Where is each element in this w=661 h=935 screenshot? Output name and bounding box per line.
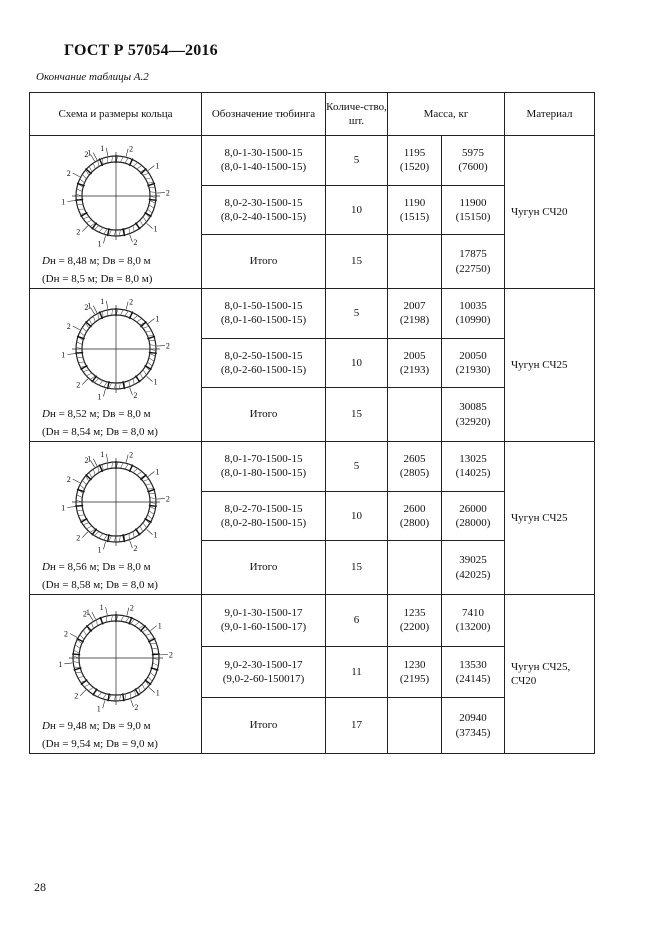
line-2: (28000) bbox=[455, 516, 491, 529]
ring-callout-label: 1 bbox=[96, 704, 101, 714]
ring-callout-label: 2 bbox=[165, 494, 170, 504]
ring-callout-label: 2 bbox=[75, 533, 80, 543]
ring-callout-label: 2 bbox=[82, 609, 87, 619]
line-1: 39025 bbox=[459, 554, 487, 567]
designation-cell bbox=[202, 442, 326, 492]
designation-cell bbox=[202, 595, 326, 647]
unit-mass-cell bbox=[388, 442, 442, 492]
designation-cell bbox=[202, 491, 326, 541]
total-mass-cell bbox=[442, 442, 505, 492]
line-1: 8,0-2-50-1500-15 bbox=[224, 349, 303, 362]
ring-callout-label: 1 bbox=[86, 454, 91, 464]
line-1: 20050 bbox=[459, 349, 487, 362]
line-2: (8,0-2-80-1500-15) bbox=[220, 516, 307, 529]
header-designation: Обозначение тюбинга bbox=[202, 93, 326, 136]
total-quantity: 15 bbox=[326, 235, 388, 289]
ring-callout-label: 1 bbox=[85, 607, 90, 617]
ring-dimensions bbox=[30, 405, 201, 441]
unit-mass-cell bbox=[388, 289, 442, 339]
quantity-cell: 5 bbox=[326, 442, 388, 492]
line-2: (2193) bbox=[399, 363, 430, 376]
ring-callout-label: 1 bbox=[154, 161, 159, 171]
quantity-cell: 5 bbox=[326, 136, 388, 186]
ring-callout-label: 2 bbox=[83, 150, 88, 160]
dimension-text: н = 8,56 м; Dв = 8,0 м bbox=[49, 561, 151, 573]
diameter-symbol: D bbox=[42, 255, 50, 267]
unit-mass-cell bbox=[388, 595, 442, 647]
line-1: 13025 bbox=[459, 453, 487, 465]
line-1: 8,0-1-30-1500-15 bbox=[224, 147, 303, 159]
ring-scheme-cell bbox=[30, 595, 202, 754]
ring-callout-label: 1 bbox=[99, 143, 104, 153]
line-2: (13200) bbox=[455, 621, 491, 634]
unit-mass-cell bbox=[388, 646, 442, 698]
ring-callout-label: 1 bbox=[96, 239, 101, 249]
dimension-text: н = 9,48 м; Dв = 9,0 м bbox=[49, 720, 151, 732]
line-1: 20940 bbox=[459, 712, 487, 725]
line-1: 10035 bbox=[459, 300, 487, 312]
total-mass-cell bbox=[442, 595, 505, 647]
line-2: (2195) bbox=[399, 672, 430, 685]
tubing-table bbox=[29, 92, 595, 754]
header-scheme: Схема и размеры кольца bbox=[30, 93, 202, 136]
diameter-symbol: D bbox=[42, 408, 50, 420]
line-2: (9,0-1-60-1500-17) bbox=[220, 621, 307, 634]
dimension-line-2: (Dн = 9,54 м; Dв = 9,0 м) bbox=[42, 738, 158, 750]
total-label: Итого bbox=[202, 235, 326, 289]
designation-cell bbox=[202, 185, 326, 235]
line-1: 8,0-1-50-1500-15 bbox=[224, 300, 303, 312]
ring-callout-label: 1 bbox=[96, 545, 101, 555]
ring-callout-label: 1 bbox=[86, 301, 91, 311]
designation-cell bbox=[202, 289, 326, 339]
ring-callout-label: 1 bbox=[157, 621, 162, 631]
ring-callout-label: 1 bbox=[60, 197, 65, 207]
quantity-cell: 10 bbox=[326, 491, 388, 541]
dimension-text: н = 8,48 м; Dв = 8,0 м bbox=[49, 255, 151, 267]
line-2: (1520) bbox=[399, 161, 430, 174]
line-2: (2800) bbox=[399, 516, 430, 529]
total-label: Итого bbox=[202, 541, 326, 595]
ring-callout-label: 2 bbox=[63, 629, 68, 639]
total-quantity: 15 bbox=[326, 388, 388, 442]
dimension-line-1 bbox=[42, 405, 201, 423]
material-cell: Чугун СЧ20 bbox=[505, 136, 595, 289]
empty-cell bbox=[388, 235, 442, 289]
header-material: Материал bbox=[505, 93, 595, 136]
line-2: (42025) bbox=[455, 568, 491, 581]
table-row bbox=[30, 289, 595, 339]
diameter-symbol: D bbox=[42, 561, 50, 573]
ring-callout-label: 1 bbox=[153, 224, 158, 234]
ring-scheme-icon bbox=[56, 295, 176, 403]
total-mass-cell bbox=[442, 289, 505, 339]
designation-cell bbox=[202, 646, 326, 698]
line-1: 1195 bbox=[403, 147, 426, 159]
total-mass-cell bbox=[442, 338, 505, 388]
total-label: Итого bbox=[202, 698, 326, 754]
ring-callout-label: 1 bbox=[99, 603, 104, 613]
quantity-cell: 5 bbox=[326, 289, 388, 339]
ring-callout-label: 2 bbox=[128, 297, 133, 307]
unit-mass-cell bbox=[388, 136, 442, 186]
ring-callout-label: 1 bbox=[60, 350, 65, 360]
line-1: 30085 bbox=[459, 401, 487, 414]
ring-scheme-cell bbox=[30, 289, 202, 442]
empty-cell bbox=[388, 541, 442, 595]
total-mass-sum bbox=[442, 541, 505, 595]
line-1: 17875 bbox=[459, 248, 487, 261]
diameter-symbol: D bbox=[42, 720, 50, 732]
ring-dimensions bbox=[30, 717, 201, 753]
ring-callout-label: 2 bbox=[75, 227, 80, 237]
line-1: 7410 bbox=[462, 606, 484, 619]
line-2: (15150) bbox=[455, 210, 491, 223]
unit-mass-cell bbox=[388, 185, 442, 235]
ring-dimensions bbox=[30, 558, 201, 594]
total-mass-cell bbox=[442, 491, 505, 541]
ring-callout-label: 2 bbox=[66, 475, 71, 485]
quantity-cell: 6 bbox=[326, 595, 388, 647]
line-2: (14025) bbox=[455, 467, 491, 480]
line-2: (2805) bbox=[399, 467, 430, 480]
line-1: 2605 bbox=[403, 453, 426, 465]
line-2: (32920) bbox=[455, 415, 491, 428]
ring-scheme-cell bbox=[30, 136, 202, 289]
page-number: 28 bbox=[34, 880, 46, 894]
ring-scheme-cell bbox=[30, 442, 202, 595]
material-cell: Чугун СЧ25, СЧ20 bbox=[505, 595, 595, 754]
ring-callout-label: 2 bbox=[128, 450, 133, 460]
dimension-line-1 bbox=[42, 252, 201, 270]
line-1: 1190 bbox=[403, 196, 426, 209]
total-quantity: 15 bbox=[326, 541, 388, 595]
line-1: 5975 bbox=[462, 147, 484, 159]
dimension-line-1 bbox=[42, 717, 201, 735]
total-mass-cell bbox=[442, 646, 505, 698]
empty-cell bbox=[388, 388, 442, 442]
line-2: (8,0-1-40-1500-15) bbox=[220, 161, 307, 174]
ring-callout-label: 1 bbox=[86, 148, 91, 158]
document-title: ГОСТ Р 57054—2016 bbox=[64, 42, 218, 59]
ring-callout-label: 2 bbox=[132, 391, 137, 401]
ring-callout-label: 1 bbox=[153, 530, 158, 540]
table-row bbox=[30, 595, 595, 647]
table-row bbox=[30, 442, 595, 492]
designation-cell bbox=[202, 338, 326, 388]
line-1: 8,0-2-30-1500-15 bbox=[224, 196, 303, 209]
line-2: (22750) bbox=[455, 262, 491, 275]
ring-callout-label: 1 bbox=[154, 314, 159, 324]
empty-cell bbox=[388, 698, 442, 754]
ring-dimensions bbox=[30, 252, 201, 288]
material-cell: Чугун СЧ25 bbox=[505, 289, 595, 442]
line-2: (8,0-1-80-1500-15) bbox=[220, 467, 307, 480]
line-1: 2600 bbox=[403, 502, 426, 515]
ring-callout-label: 1 bbox=[96, 392, 101, 402]
quantity-cell: 10 bbox=[326, 185, 388, 235]
line-2: (9,0-2-60-150017) bbox=[222, 672, 305, 685]
line-2: (8,0-1-60-1500-15) bbox=[220, 314, 307, 327]
ring-callout-label: 2 bbox=[66, 169, 71, 179]
line-2: (2200) bbox=[399, 621, 430, 634]
ring-callout-label: 2 bbox=[129, 603, 134, 613]
ring-callout-label: 1 bbox=[154, 467, 159, 477]
total-label: Итого bbox=[202, 388, 326, 442]
ring-callout-label: 1 bbox=[99, 296, 104, 306]
total-mass-sum bbox=[442, 388, 505, 442]
line-1: 9,0-2-30-1500-17 bbox=[224, 658, 303, 671]
ring-callout-label: 1 bbox=[60, 503, 65, 513]
line-1: 13530 bbox=[459, 658, 487, 671]
line-1: 1235 bbox=[403, 606, 426, 619]
total-mass-cell bbox=[442, 136, 505, 186]
line-2: (21930) bbox=[455, 363, 491, 376]
header-quantity: Количе-ство, шт. bbox=[326, 93, 388, 136]
ring-callout-label: 2 bbox=[75, 380, 80, 390]
ring-scheme-icon bbox=[56, 601, 176, 715]
ring-callout-label: 2 bbox=[133, 702, 138, 712]
line-2: (24145) bbox=[455, 672, 491, 685]
total-quantity: 17 bbox=[326, 698, 388, 754]
line-1: 1230 bbox=[403, 658, 426, 671]
ring-callout-label: 2 bbox=[73, 691, 78, 701]
line-2: (10990) bbox=[455, 314, 491, 327]
total-mass-cell bbox=[442, 185, 505, 235]
line-1: 11900 bbox=[459, 196, 487, 209]
line-1: 8,0-2-70-1500-15 bbox=[224, 502, 303, 515]
line-1: 2005 bbox=[403, 349, 426, 362]
dimension-line-2: (Dн = 8,5 м; Dв = 8,0 м) bbox=[42, 273, 153, 285]
unit-mass-cell bbox=[388, 338, 442, 388]
header-mass: Масса, кг bbox=[388, 93, 505, 136]
table-header-row bbox=[30, 93, 595, 136]
ring-callout-label: 1 bbox=[57, 659, 62, 669]
ring-callout-label: 2 bbox=[132, 544, 137, 554]
ring-callout-label: 1 bbox=[155, 688, 160, 698]
dimension-line-2: (Dн = 8,58 м; Dв = 8,0 м) bbox=[42, 579, 158, 591]
dimension-line-1 bbox=[42, 558, 201, 576]
line-2: (8,0-2-40-1500-15) bbox=[220, 210, 307, 223]
total-mass-sum bbox=[442, 235, 505, 289]
line-1: 26000 bbox=[459, 502, 487, 515]
quantity-cell: 10 bbox=[326, 338, 388, 388]
ring-callout-label: 2 bbox=[83, 303, 88, 313]
ring-scheme-icon bbox=[56, 448, 176, 556]
ring-callout-label: 2 bbox=[132, 238, 137, 248]
ring-callout-label: 2 bbox=[168, 650, 173, 660]
table-row bbox=[30, 136, 595, 186]
ring-callout-label: 1 bbox=[99, 449, 104, 459]
table-caption: Окончание таблицы А.2 bbox=[36, 71, 149, 83]
ring-callout-label: 2 bbox=[66, 322, 71, 332]
unit-mass-cell bbox=[388, 491, 442, 541]
total-mass-sum bbox=[442, 698, 505, 754]
designation-cell bbox=[202, 136, 326, 186]
ring-scheme-icon bbox=[56, 142, 176, 250]
dimension-line-2: (Dн = 8,54 м; Dв = 8,0 м) bbox=[42, 426, 158, 438]
ring-callout-label: 1 bbox=[153, 377, 158, 387]
line-1: 9,0-1-30-1500-17 bbox=[224, 606, 303, 619]
dimension-text: н = 8,52 м; Dв = 8,0 м bbox=[49, 408, 151, 420]
line-1: 2007 bbox=[403, 300, 426, 312]
line-2: (2198) bbox=[399, 314, 430, 327]
ring-callout-label: 2 bbox=[165, 188, 170, 198]
material-cell: Чугун СЧ25 bbox=[505, 442, 595, 595]
ring-callout-label: 2 bbox=[128, 144, 133, 154]
quantity-cell: 11 bbox=[326, 646, 388, 698]
line-2: (1515) bbox=[399, 210, 430, 223]
line-2: (37345) bbox=[455, 726, 491, 739]
ring-callout-label: 2 bbox=[83, 456, 88, 466]
line-2: (8,0-2-60-1500-15) bbox=[220, 363, 307, 376]
line-2: (7600) bbox=[458, 161, 488, 174]
ring-callout-label: 2 bbox=[165, 341, 170, 351]
line-1: 8,0-1-70-1500-15 bbox=[224, 453, 303, 465]
